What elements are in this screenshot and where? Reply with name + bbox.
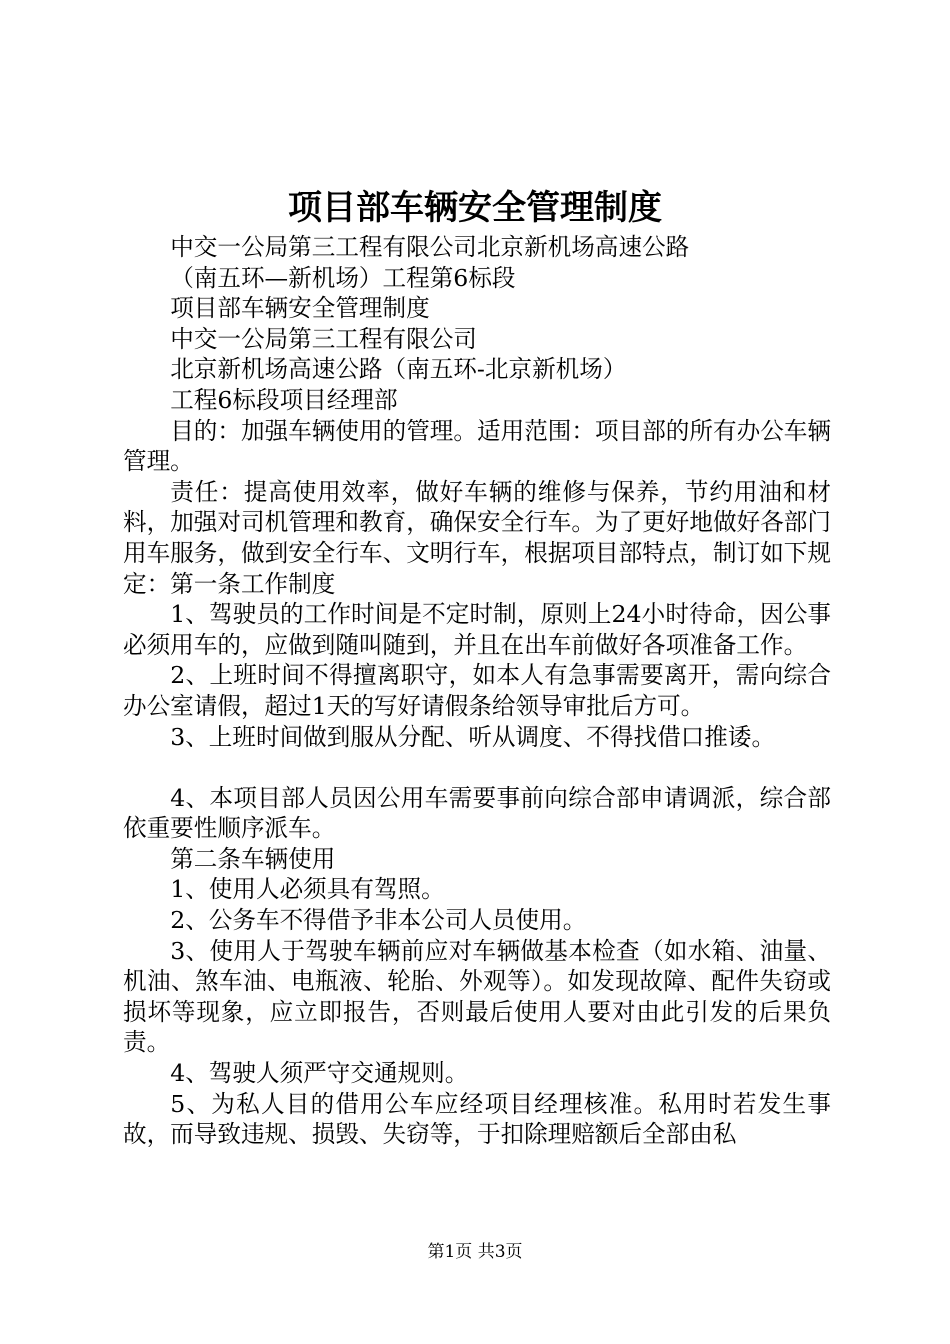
paragraph: 4、驾驶人须严守交通规则。 xyxy=(170,1059,469,1088)
paragraph: 3、使用人于驾驶车辆前应对车辆做基本检查（如水箱、油量、机油、煞车油、电瓶液、轮胎、外观等）。如发现故障、配件失窃或损坏等现象，应立即报告，否则最后使用人要对由此引发的后果负责。 xyxy=(123,936,831,1057)
paragraph: 北京新机场高速公路（南五环-北京新机场） xyxy=(170,355,627,384)
paragraph: 目的：加强车辆使用的管理。适用范围：项目部的所有办公车辆管理。 xyxy=(123,416,831,476)
paragraph: 4、本项目部人员因公用车需要事前向综合部申请调派，综合部依重要性顺序派车。 xyxy=(123,783,831,843)
paragraph: 工程6标段项目经理部 xyxy=(170,385,398,414)
paragraph: 中交一公局第三工程有限公司 xyxy=(170,324,477,353)
paragraph: 1、驾驶员的工作时间是不定时制，原则上24小时待命，因公事必须用车的，应做到随叫随到，并且在出车前做好各项准备工作。 xyxy=(123,600,831,659)
paragraph: 中交一公局第三工程有限公司北京新机场高速公路 xyxy=(170,233,690,261)
paragraph: 1、使用人必须具有驾照。 xyxy=(170,875,445,904)
paragraph: 责任：提高使用效率，做好车辆的维修与保养，节约用油和材料，加强对司机管理和教育，确保安全行车。为了更好地做好各部门用车服务，做到安全行车、文明行车，根据项目部特点，制订如下规定：第一条工作制度 xyxy=(123,477,831,598)
paragraph: （南五环—新机场）工程第6标段 xyxy=(170,263,516,292)
paragraph: 2、公务车不得借予非本公司人员使用。 xyxy=(170,906,587,935)
document-title: 项目部车辆安全管理制度 xyxy=(288,188,662,228)
paragraph: 3、上班时间做到服从分配、听从调度、不得找借口推诿。 xyxy=(170,722,776,751)
paragraph: 项目部车辆安全管理制度 xyxy=(170,294,430,323)
paragraph: 2、上班时间不得擅离职守，如本人有急事需要离开，需向综合办公室请假，超过1天的写好请假条给领导审批后方可。 xyxy=(123,661,831,720)
paragraph: 5、为私人目的借用公车应经项目经理核准。私用时若发生事故，而导致违规、损毁、失窃等，于扣除理赔额后全部由私 xyxy=(123,1089,831,1149)
document-body xyxy=(123,232,831,1150)
page-footer: 第1页 共3页 xyxy=(427,1242,523,1262)
paragraph: 第二条车辆使用 xyxy=(170,844,336,873)
